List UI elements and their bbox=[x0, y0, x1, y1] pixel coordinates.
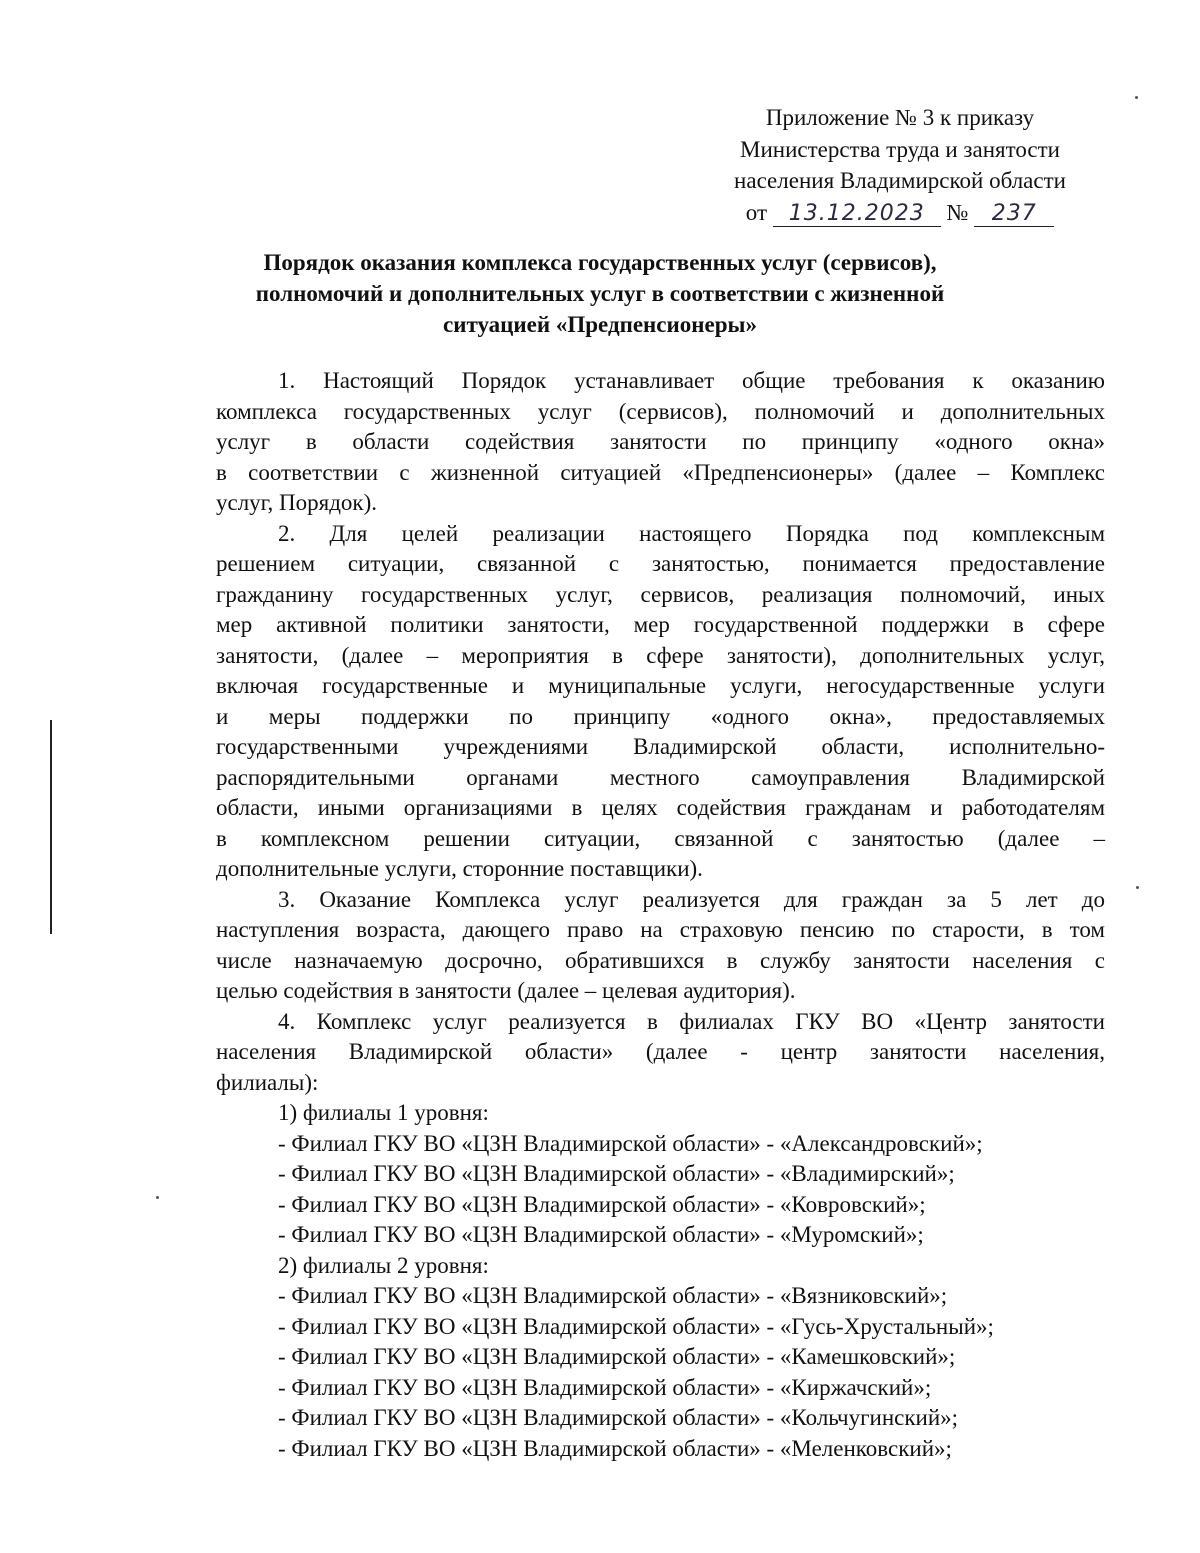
handwritten-number: 237 bbox=[974, 202, 1054, 227]
text-line: и меры поддержки по принципу «одного окна», предоставляемых bbox=[216, 703, 1105, 729]
text-line: наступления возраста, дающего право на страховую пенсию по старости, в том bbox=[216, 917, 1105, 942]
list-item: - Филиал ГКУ ВО «ЦЗН Владимирской области» - «Муромский»; bbox=[278, 1222, 924, 1247]
text-line: дополнительные услуги, сторонние поставщики). bbox=[216, 856, 703, 881]
list-heading: 1) филиалы 1 уровня: bbox=[278, 1100, 489, 1125]
text-line: в соответствии с жизненной ситуацией «Предпенсионеры» (далее – Комплекс bbox=[216, 459, 1105, 485]
scan-speck bbox=[1135, 96, 1138, 99]
document-body bbox=[216, 366, 1105, 1464]
list-item: - Филиал ГКУ ВО «ЦЗН Владимирской области» - «Кольчугинский»; bbox=[278, 1405, 959, 1430]
list-item: - Филиал ГКУ ВО «ЦЗН Владимирской области» - «Александровский»; bbox=[278, 1130, 983, 1156]
appendix-header bbox=[700, 102, 1100, 228]
paragraph-4 bbox=[216, 1007, 1105, 1099]
text-line: мер активной политики занятости, мер государственной поддержки в сфере bbox=[216, 612, 1105, 637]
title-line-2: полномочий и дополнительных услуг в соответствии с жизненной bbox=[255, 281, 945, 306]
list-heading: 2) филиалы 2 уровня: bbox=[278, 1252, 489, 1278]
text-line: государственными учреждениями Владимирской области, исполнительно- bbox=[216, 734, 1105, 759]
text-line: филиалы): bbox=[216, 1069, 319, 1095]
list-item: - Филиал ГКУ ВО «ЦЗН Владимирской области» - «Гусь-Хрустальный»; bbox=[278, 1313, 994, 1339]
paragraph-3 bbox=[216, 885, 1105, 1007]
document-title bbox=[150, 247, 1050, 340]
text-line: занятости, (далее – мероприятия в сфере занятости), дополнительных услуг, bbox=[216, 642, 1105, 668]
list-item: - Филиал ГКУ ВО «ЦЗН Владимирской области» - «Камешковский»; bbox=[278, 1344, 956, 1369]
text-line: комплекса государственных услуг (сервисов), полномочий и дополнительных bbox=[216, 398, 1105, 424]
scan-margin-mark bbox=[50, 720, 52, 934]
list-item: - Филиал ГКУ ВО «ЦЗН Владимирской области» - «Меленковский»; bbox=[278, 1435, 952, 1461]
title-line-1: Порядок оказания комплекса государственных услуг (сервисов), bbox=[263, 250, 937, 275]
paragraph-2 bbox=[216, 519, 1105, 885]
list-item: - Филиал ГКУ ВО «ЦЗН Владимирской области» - «Ковровский»; bbox=[278, 1191, 926, 1217]
text-line: гражданину государственных услуг, сервисов, реализация полномочий, иных bbox=[216, 581, 1105, 607]
number-label: № bbox=[946, 199, 969, 225]
list-item: - Филиал ГКУ ВО «ЦЗН Владимирской области» - «Вязниковский»; bbox=[278, 1283, 948, 1308]
text-line: 2. Для целей реализации настоящего Порядка под комплексным bbox=[278, 520, 1105, 546]
scan-speck bbox=[1136, 886, 1139, 889]
from-label: от bbox=[745, 199, 768, 225]
text-line: в комплексном решении ситуации, связанной с занятостью (далее – bbox=[216, 825, 1105, 851]
text-line: решением ситуации, связанной с занятостью, понимается предоставление bbox=[216, 551, 1105, 576]
scan-speck bbox=[156, 1196, 159, 1199]
header-line-2: Министерства труда и занятости bbox=[740, 136, 1060, 162]
text-line: 1. Настоящий Порядок устанавливает общие требования к оказанию bbox=[278, 368, 1105, 393]
list-item: - Филиал ГКУ ВО «ЦЗН Владимирской области» - «Киржачский»; bbox=[278, 1374, 932, 1400]
order-date-number-row bbox=[700, 197, 1100, 229]
text-line: 3. Оказание Комплекса услуг реализуется для граждан за 5 лет до bbox=[278, 886, 1105, 912]
text-line: числе назначаемую досрочно, обратившихся в службу занятости населения с bbox=[216, 947, 1105, 973]
text-line: включая государственные и муниципальные услуги, негосударственные услуги bbox=[216, 673, 1105, 698]
text-line: области, иными организациями в целях содействия гражданам и работодателям bbox=[216, 795, 1105, 820]
text-line: целью содействия в занятости (далее – целевая аудитория). bbox=[216, 978, 796, 1003]
branches-level-1 bbox=[216, 1098, 1105, 1251]
header-line-1: Приложение № 3 к приказу bbox=[765, 105, 1035, 130]
text-line: распорядительными органами местного самоуправления Владимирской bbox=[216, 764, 1105, 790]
text-line: населения Владимирской области» (далее - центр занятости населения, bbox=[216, 1039, 1105, 1064]
paragraph-1 bbox=[216, 366, 1105, 519]
list-item: - Филиал ГКУ ВО «ЦЗН Владимирской области» - «Владимирский»; bbox=[278, 1161, 955, 1186]
branches-level-2 bbox=[216, 1251, 1105, 1465]
text-line: 4. Комплекс услуг реализуется в филиалах ГКУ ВО «Центр занятости bbox=[278, 1008, 1105, 1034]
text-line: услуг, Порядок). bbox=[216, 490, 377, 515]
text-line: услуг в области содействия занятости по принципу «одного окна» bbox=[216, 429, 1105, 454]
header-line-3: населения Владимирской области bbox=[734, 168, 1066, 193]
title-line-3: ситуацией «Предпенсионеры» bbox=[443, 312, 757, 337]
handwritten-date: 13.12.2023 bbox=[773, 202, 941, 227]
